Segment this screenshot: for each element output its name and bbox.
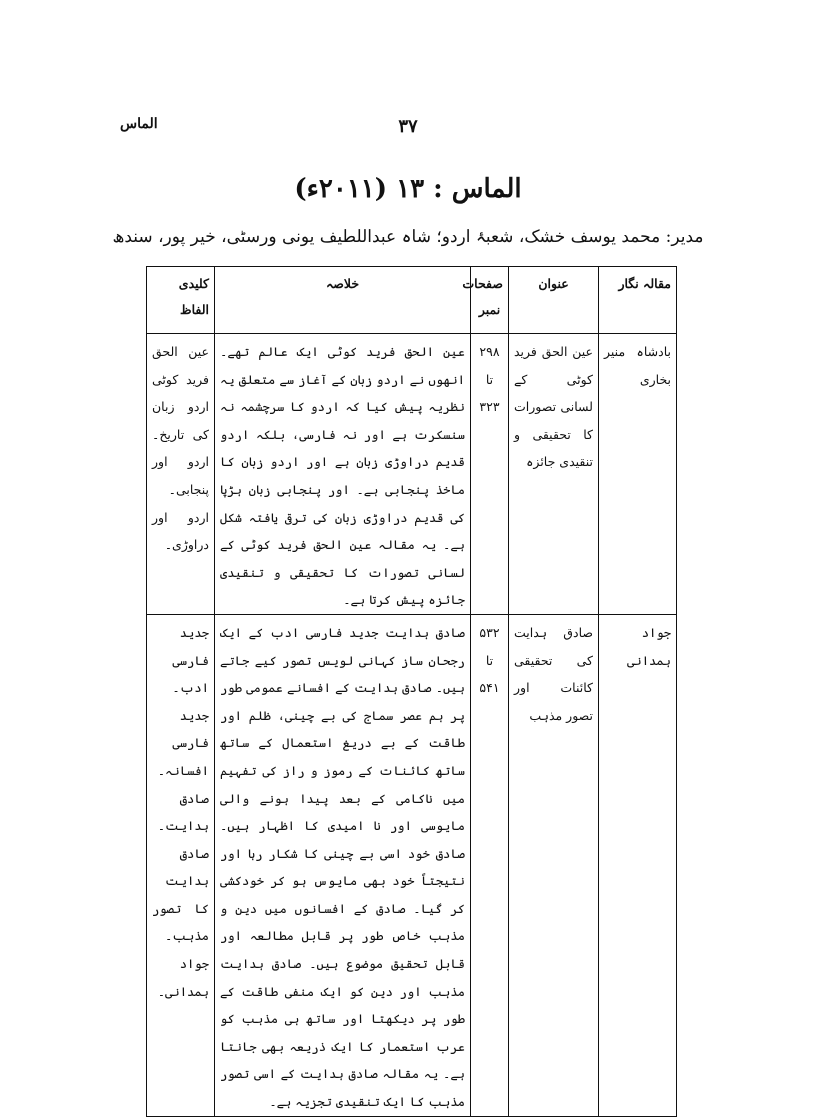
pages-separator: تا [485, 371, 494, 387]
pages-from: ۲۹۸ [479, 344, 500, 359]
page-number: ۳۷ [398, 116, 418, 137]
header-abstract: خلاصہ [215, 267, 471, 334]
running-head-journal: الماس [120, 116, 158, 132]
pages-to: ۵۴۱ [479, 680, 500, 696]
cell-abstract: صادق ہدایت جدید فارسی ادب کے ایک رجحان ساز کہانی لویس تصور کیے جاتے ہیں۔ صادق ہدایت کے افسانے عمومی طور پر ہم عصر سماج کی بے چینی، ظلم اور طاقت کے بے دریغ استعمال کے ساتھ ساتھ کائنات کے رموز و راز کی تفہیم میں ناکامی کے بعد پیدا ہونے والی مایوسی اور نا امیدی کا اظہار ہیں۔ صادق خود اسی بے چینی کا شکار رہا اور نتیجتاً خود بھی مایوس ہو کر خودکشی کر گیا۔ صادق کے افسانوں میں دین و مذہب خاص طور پر قابل مطالعہ اور قابل تحقیق موضوع ہیں۔ صادق ہدایت مذہب اور دین کو ایک منفی طاقت کے طور پر دیکھتا اور ساتھ ہی مذہب کو عرب استعمار کا ایک ذریعہ بھی جانتا ہے۔ یہ مقالہ صادق ہدایت کے اسی تصور مذہب کا ایک تنقیدی تجزیہ ہے۔ [215, 614, 471, 1116]
cell-keywords: عین الحق فرید کوٹی اردو زبان کی تاریخ۔ اردو اور پنجابی۔ اردو اور دراوڑی۔ [147, 334, 215, 615]
pages-separator: تا [485, 652, 494, 668]
table-header-row [147, 267, 677, 334]
table-row [147, 334, 677, 615]
pages-to: ۳۲۳ [479, 399, 500, 415]
cell-author: بادشاہ منیر بخاری [599, 334, 677, 615]
header-author: مقالہ نگار [599, 267, 677, 334]
editor-line: مدیر: محمد یوسف خشک، شعبۂ اردو؛ شاہ عبداللطیف یونی ورسٹی، خیر پور، سندھ [112, 227, 704, 247]
articles-table [146, 266, 677, 1117]
cell-pages [471, 614, 509, 1116]
pages-from: ۵۳۲ [479, 624, 500, 640]
header-keywords: کلیدی الفاظ [147, 267, 215, 334]
cell-title: عین الحق فرید کوٹی کے لسانی تصورات کا تحقیقی و تنقیدی جائزہ [509, 334, 599, 615]
header-pages: صفحات نمبر [471, 267, 509, 334]
cell-title: صادق ہدایت کی تحقیقی کائنات اور تصور مذہب [509, 614, 599, 1116]
issue-title: الماس : ۱۳ (۲۰۱۱ء) [294, 174, 522, 204]
table-row [147, 614, 677, 1116]
header-title: عنوان [509, 267, 599, 334]
cell-author: جواد ہمدانی [599, 614, 677, 1116]
cell-keywords: جدید فارسی ادب۔ جدید فارسی افسانہ۔ صادق ہدایت۔ صادق ہدایت کا تصور مذہب۔ جواد ہمدانی۔ [147, 614, 215, 1116]
cell-pages [471, 334, 509, 615]
cell-abstract: عین الحق فرید کوٹی ایک عالم تھے۔ انھوں نے اردو زبان کے آغاز سے متعلق یہ نظریہ پیش کیا کہ اردو کا سرچشمہ نہ سنسکرت ہے اور نہ فارسی، بلکہ اردو قدیم دراوڑی زبان ہے اور اردو زبان کا ماخذ پنجابی ہے۔ اور پنجابی زبان ہڑپا کی قدیم دراوڑی زبان کی ترقی یافتہ شکل ہے۔ یہ مقالہ عین الحق فرید کوٹی کے لسانی تصورات کا تحقیقی و تنقیدی جائزہ پیش کرتا ہے۔ [215, 334, 471, 615]
